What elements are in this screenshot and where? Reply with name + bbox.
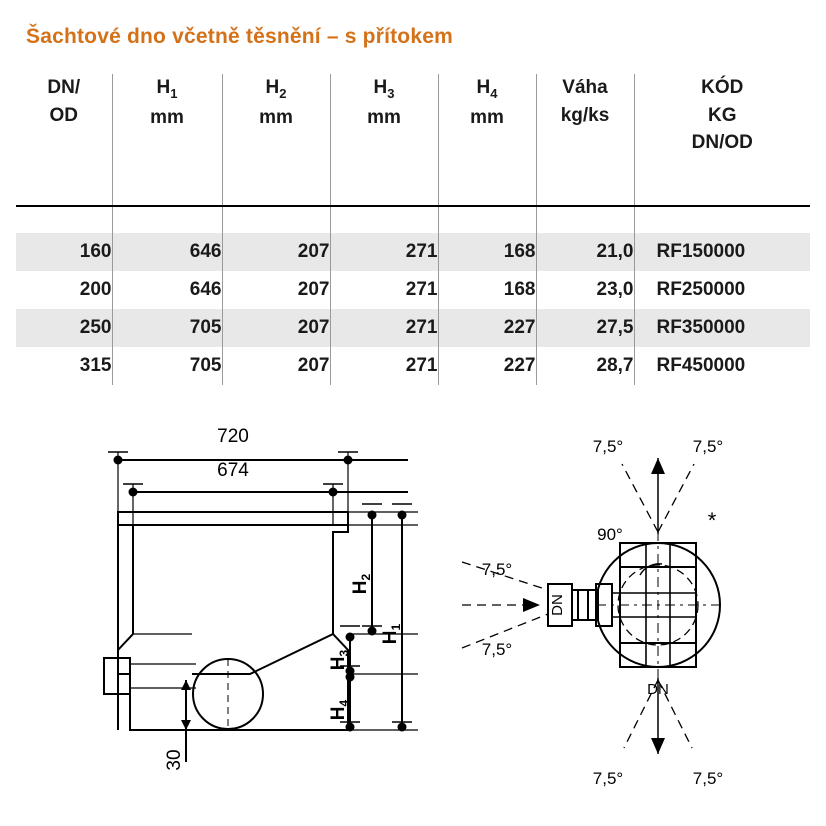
cell-h3: 271 (330, 233, 438, 271)
cell-h1: 646 (112, 233, 222, 271)
cell-h4: 168 (438, 233, 536, 271)
cell-h2: 207 (222, 271, 330, 309)
cell-h3: 271 (330, 271, 438, 309)
cell-code: RF350000 (634, 309, 810, 347)
cell-h3: 271 (330, 309, 438, 347)
label-h1: $H_1$ (380, 623, 403, 645)
label-h2: $H_2$ (350, 573, 373, 595)
dim-30-label: 30 (164, 749, 185, 771)
header-h2: $H_2$ mm (222, 74, 330, 206)
cell-h2: 207 (222, 347, 330, 385)
header-weight: Váha kg/ks (536, 74, 634, 206)
header-h3: $H_3$ mm (330, 74, 438, 206)
cell-weight: 27,5 (536, 309, 634, 347)
header-dn-od: DN/ OD (16, 74, 112, 206)
angle-left-lower-label: 7,5° (481, 640, 513, 659)
asterisk-note: * (707, 508, 717, 533)
angle-bottom-right-label: 7,5° (692, 769, 724, 788)
table-row (16, 233, 810, 271)
header-h1: $H_1$ mm (112, 74, 222, 206)
dn-bottom-label: DN (647, 681, 669, 698)
table-row (16, 309, 810, 347)
label-h3: $H_3$ (328, 649, 351, 671)
cell-h4: 168 (438, 271, 536, 309)
spec-table-container (16, 74, 810, 385)
page-title: Šachtové dno včetně těsnění – s přítokem (26, 25, 453, 48)
table-row (16, 347, 810, 385)
drawing-svg (0, 412, 826, 826)
dim-674-label: 674 (217, 460, 249, 481)
cell-h3: 271 (330, 347, 438, 385)
cell-code: RF150000 (634, 233, 810, 271)
angle-left-upper-label: 7,5° (481, 560, 513, 579)
header-code: KÓD KG DN/OD (634, 74, 810, 206)
cell-dn: 315 (16, 347, 112, 385)
cell-weight: 21,0 (536, 233, 634, 271)
dn-left-label: DN (549, 594, 566, 616)
cell-dn: 250 (16, 309, 112, 347)
cell-weight: 28,7 (536, 347, 634, 385)
cell-h4: 227 (438, 347, 536, 385)
spec-table (16, 74, 810, 385)
table-gap-row (16, 207, 810, 233)
header-h4: $H_4$ mm (438, 74, 536, 206)
cell-h2: 207 (222, 233, 330, 271)
table-header-row (16, 74, 810, 206)
angle-bottom-left-label: 7,5° (592, 769, 624, 788)
cell-h1: 646 (112, 271, 222, 309)
table-row (16, 271, 810, 309)
technical-drawings (0, 412, 826, 826)
label-h4: $H_4$ (328, 699, 351, 721)
cell-weight: 23,0 (536, 271, 634, 309)
cell-h4: 227 (438, 309, 536, 347)
cell-h1: 705 (112, 347, 222, 385)
angle-top-left-label: 7,5° (592, 437, 624, 456)
angle-90-label: 90° (597, 525, 623, 544)
cell-code: RF450000 (634, 347, 810, 385)
cell-h2: 207 (222, 309, 330, 347)
dim-720-label: 720 (217, 426, 249, 447)
angle-top-right-label: 7,5° (692, 437, 724, 456)
cell-h1: 705 (112, 309, 222, 347)
cell-code: RF250000 (634, 271, 810, 309)
cell-dn: 200 (16, 271, 112, 309)
cell-dn: 160 (16, 233, 112, 271)
